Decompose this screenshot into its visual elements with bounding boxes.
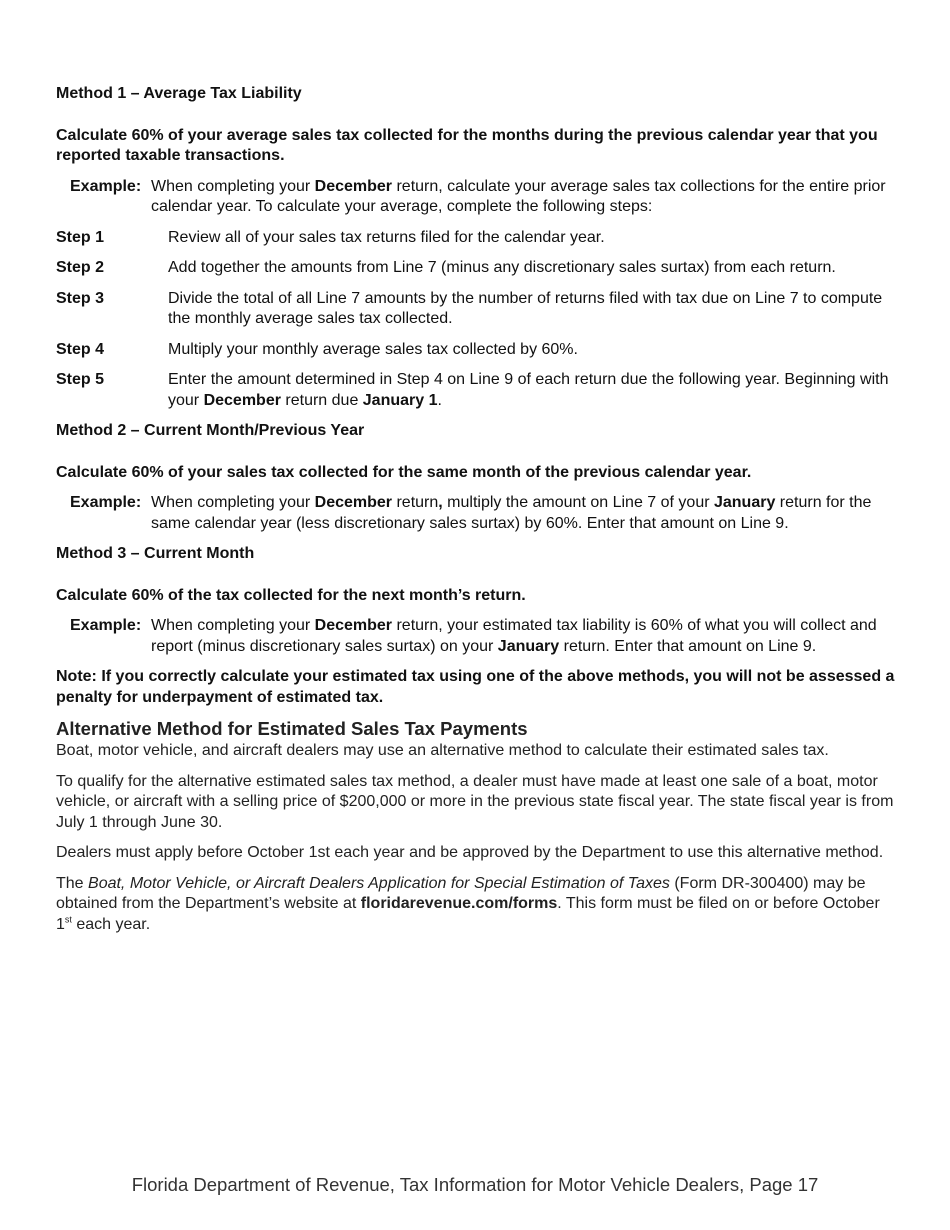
step-label: Step 3 xyxy=(56,289,105,307)
step-5 xyxy=(56,370,896,411)
alternative-method-title: Alternative Method for Estimated Sales Tax Payments xyxy=(56,718,528,739)
method3-example xyxy=(70,616,896,657)
example-label: Example: xyxy=(70,494,142,511)
step-text: Review all of your sales tax returns filed for the calendar year. xyxy=(168,228,605,246)
method1-example xyxy=(70,177,896,218)
alternative-paragraph-4: The Boat, Motor Vehicle, or Aircraft Dealers Application for Special Estimation of Taxes (Form DR-300400) may be obtained from the Department’s website at floridarevenue.com/forms. This form must be filed on or before October 1st each year. xyxy=(56,874,880,933)
step-text: Add together the amounts from Line 7 (minus any discretionary sales surtax) from each return. xyxy=(168,259,836,276)
step-text: Multiply your monthly average sales tax collected by 60%. xyxy=(168,340,578,358)
method3-calc-instruction: Calculate 60% of the tax collected for the next month’s return. xyxy=(56,586,526,604)
step-label: Step 2 xyxy=(56,259,105,276)
penalty-note: Note: If you correctly calculate your estimated tax using one of the above methods, you will not be assessed a penalty for underpayment of estimated tax. xyxy=(56,668,895,706)
form-title: Boat, Motor Vehicle, or Aircraft Dealers Application for Special Estimation of Taxes xyxy=(88,874,670,892)
alternative-paragraph-2: To qualify for the alternative estimated sales tax method, a dealer must have made at least one sale of a boat, motor vehicle, or aircraft with a selling price of $200,000 or more in the previous state fiscal year. The state fiscal year is from July 1 through June 30. xyxy=(56,772,894,831)
alternative-paragraph-3: Dealers must apply before October 1st each year and be approved by the Department to use this alternative method. xyxy=(56,844,884,861)
step-4 xyxy=(56,340,896,361)
website-link-text: floridarevenue.com/forms xyxy=(360,895,558,912)
example-label: Example: xyxy=(70,177,142,195)
method1-heading: Method 1 – Average Tax Liability xyxy=(56,85,302,102)
step-2 xyxy=(56,258,896,279)
method2-calc-instruction: Calculate 60% of your sales tax collected for the same month of the previous calendar year. xyxy=(56,463,752,481)
step-label: Step 4 xyxy=(56,340,105,358)
page-footer: Florida Department of Revenue, Tax Information for Motor Vehicle Dealers, Page 17 xyxy=(131,1174,819,1195)
method2-example xyxy=(70,493,896,534)
step-label: Step 1 xyxy=(56,228,105,246)
document-page xyxy=(56,84,896,945)
method2-heading: Method 2 – Current Month/Previous Year xyxy=(56,422,365,439)
step-label: Step 5 xyxy=(56,371,105,388)
example-text: When completing your December return, multiply the amount on Line 7 of your January return for the same calendar year (less discretionary sales surtax) by 60%. Enter that amount on Line 9. xyxy=(151,494,872,532)
step-3 xyxy=(56,289,896,330)
step-text: Divide the total of all Line 7 amounts by the number of returns filed with tax due on Line 7 to compute the monthly average sales tax collected. xyxy=(168,289,883,327)
method1-calc-instruction: Calculate 60% of your average sales tax collected for the months during the previous calendar year that you reported taxable transactions. xyxy=(56,126,878,164)
step-text: Enter the amount determined in Step 4 on Line 9 of each return due the following year. Beginning with your December return due January 1. xyxy=(168,371,889,409)
example-label: Example: xyxy=(70,617,142,634)
example-text: When completing your December return, calculate your average sales tax collections for the entire prior calendar year. To calculate your average, complete the following steps: xyxy=(151,177,886,215)
alternative-paragraph-1: Boat, motor vehicle, and aircraft dealers may use an alternative method to calculate their estimated sales tax. xyxy=(56,742,829,759)
method3-heading: Method 3 – Current Month xyxy=(56,545,255,562)
step-1 xyxy=(56,228,896,249)
example-text: When completing your December return, your estimated tax liability is 60% of what you will collect and report (minus discretionary sales surtax) on your January return. Enter that amount on Line 9. xyxy=(151,617,877,655)
